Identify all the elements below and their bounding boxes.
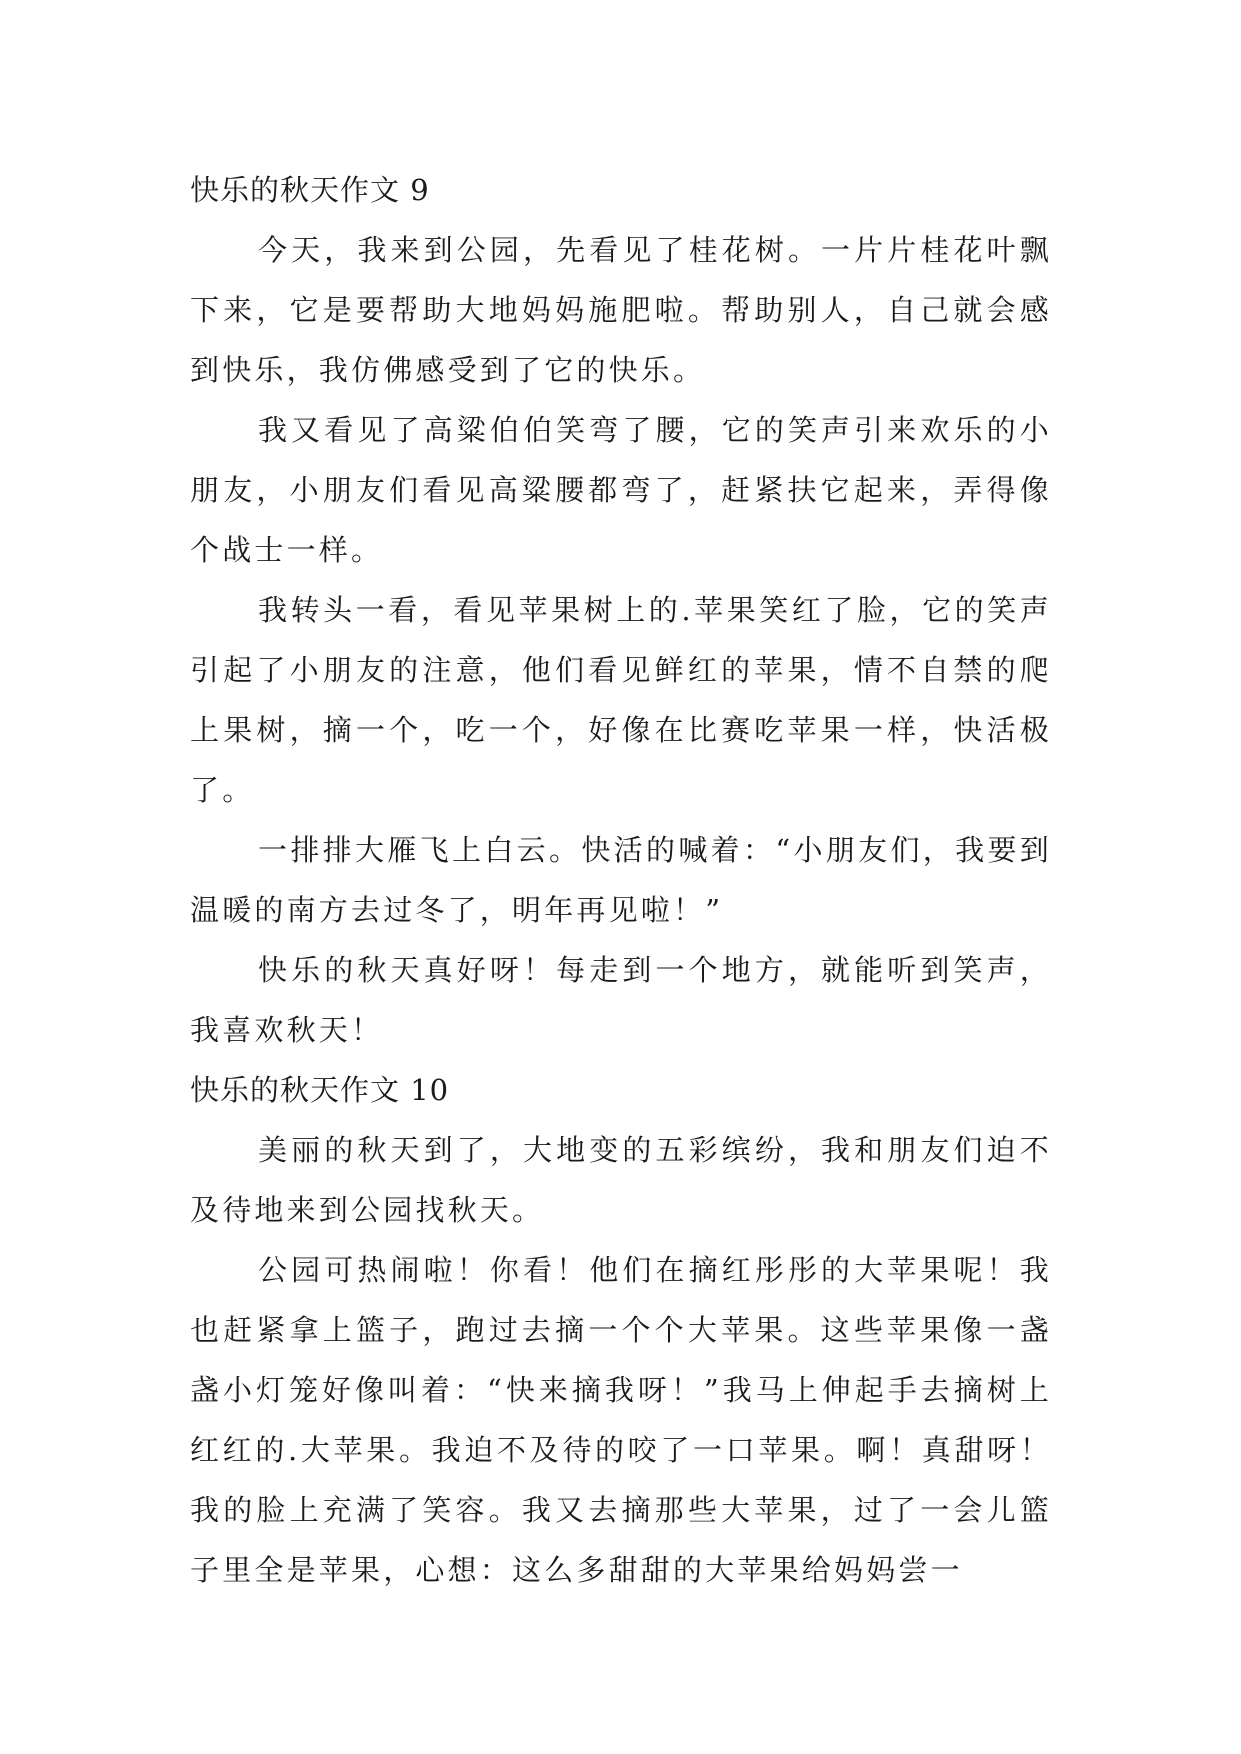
paragraph: 快乐的秋天真好呀！每走到一个地方，就能听到笑声，我喜欢秋天！ (190, 953, 1052, 1047)
paragraph: 今天，我来到公园，先看见了桂花树。一片片桂花叶飘下来，它是要帮助大地妈妈施肥啦。帮助别人，自己就会感到快乐，我仿佛感受到了它的快乐。 (190, 233, 1052, 387)
essay-title: 快乐的秋天作文 10 (190, 1073, 450, 1107)
paragraph: 一排排大雁飞上白云。快活的喊着：“小朋友们，我要到温暖的南方去过冬了，明年再见啦！” (190, 833, 1052, 927)
paragraph: 我转头一看，看见苹果树上的.苹果笑红了脸，它的笑声引起了小朋友的注意，他们看见鲜红的苹果，情不自禁的爬上果树，摘一个，吃一个，好像在比赛吃苹果一样，快活极了。 (190, 593, 1052, 807)
paragraph: 美丽的秋天到了，大地变的五彩缤纷，我和朋友们迫不及待地来到公园找秋天。 (190, 1133, 1052, 1227)
essay-title: 快乐的秋天作文 9 (190, 173, 430, 207)
paragraph: 公园可热闹啦！你看！他们在摘红彤彤的大苹果呢！我也赶紧拿上篮子，跑过去摘一个个大苹果。这些苹果像一盏盏小灯笼好像叫着：“快来摘我呀！”我马上伸起手去摘树上红红的.大苹果。我迫不及待的咬了一口苹果。啊！真甜呀！我的脸上充满了笑容。我又去摘那些大苹果，过了一会儿篮子里全是苹果，心想：这么多甜甜的大苹果给妈妈尝一 (190, 1253, 1052, 1587)
essay-10 (190, 1060, 1052, 1600)
document-page (190, 160, 1052, 1600)
essay-9 (190, 160, 1052, 1060)
paragraph: 我又看见了高粱伯伯笑弯了腰，它的笑声引来欢乐的小朋友，小朋友们看见高粱腰都弯了，赶紧扶它起来，弄得像个战士一样。 (190, 413, 1052, 567)
